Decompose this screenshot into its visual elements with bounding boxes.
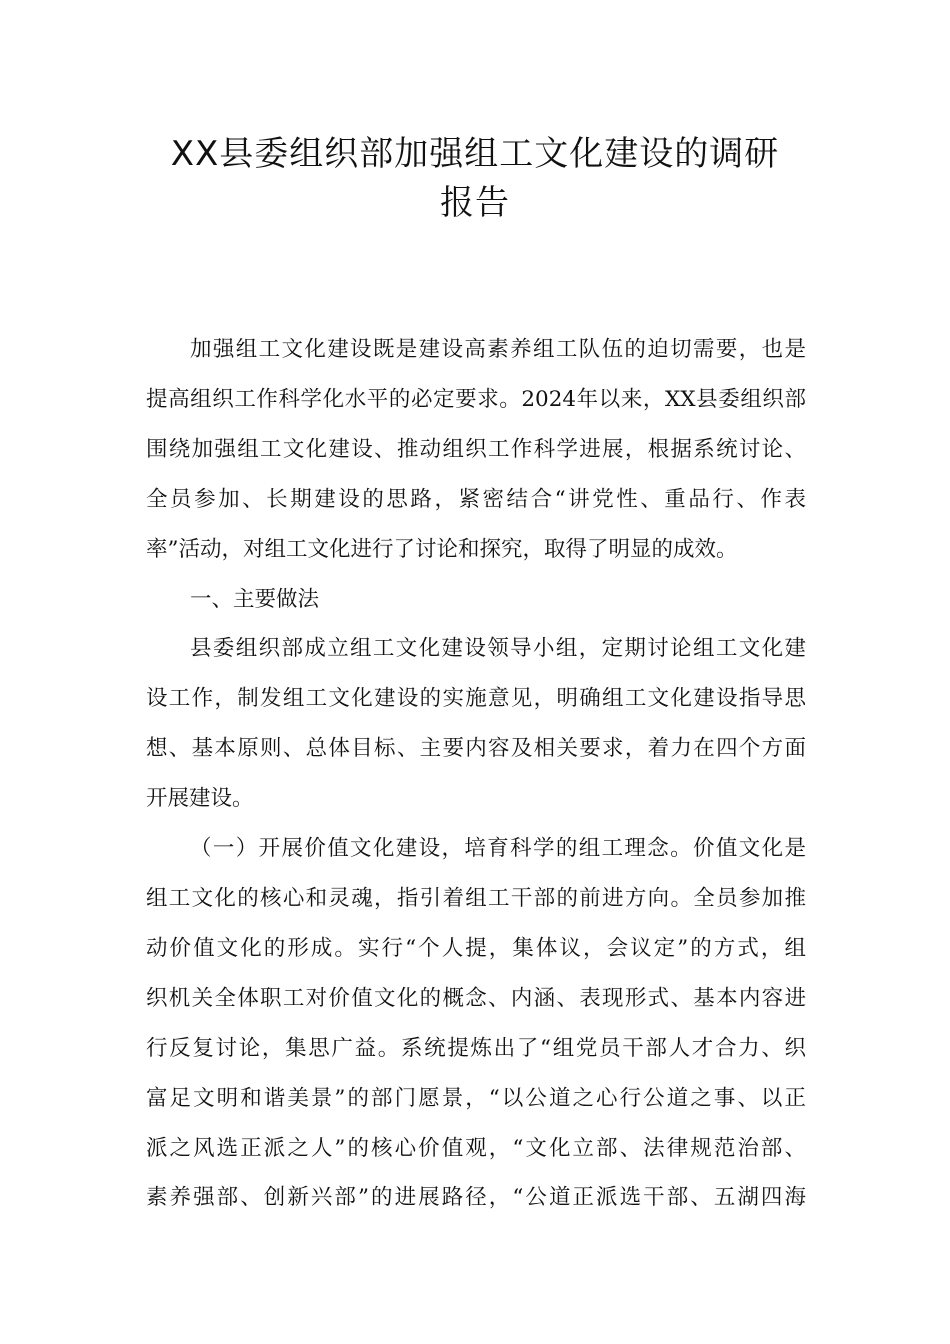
paragraph-line: 富足文明和谐美景”的部门愿景，“以公道之心行公道之事、以正	[146, 1086, 806, 1111]
paragraph-line: 开展建设。	[146, 786, 254, 811]
paragraph-line: 素养强部、创新兴部”的进展路径，“公道正派选干部、五湖四海	[146, 1185, 806, 1210]
paragraph-line: 加强组工文化建设既是建设高素养组工队伍的迫切需要，也是	[190, 337, 806, 362]
paragraph-line: 县委组织部成立组工文化建设领导小组，定期讨论组工文化建	[190, 636, 806, 661]
paragraph-line: 想、基本原则、总体目标、主要内容及相关要求，着力在四个方面	[146, 736, 806, 761]
document-title-line-1: XX县委组织部加强组工文化建设的调研	[170, 134, 780, 174]
paragraph-line: 派之风选正派之人”的核心价值观，“文化立部、法律规范治部、	[146, 1136, 806, 1161]
paragraph-line: 动价值文化的形成。实行“个人提，集体议，会议定”的方式，组	[146, 936, 806, 961]
paragraph-line: 设工作，制发组工文化建设的实施意见，明确组工文化建设指导思	[146, 686, 806, 711]
paragraph-line: 行反复讨论，集思广益。系统提炼出了“组党员干部人才合力、织	[146, 1036, 806, 1061]
section-heading: 一、主要做法	[190, 587, 320, 612]
paragraph-line: 织机关全体职工对价值文化的概念、内涵、表现形式、基本内容进	[146, 986, 806, 1011]
paragraph-line: 提高组织工作科学化水平的必定要求。2024年以来，XX县委组织部	[146, 387, 806, 412]
paragraph-line: 组工文化的核心和灵魂，指引着组工干部的前进方向。全员参加推	[146, 886, 806, 911]
paragraph-line: 围绕加强组工文化建设、推动组织工作科学进展，根据系统讨论、	[146, 437, 806, 462]
paragraph-line: 全员参加、长期建设的思路，紧密结合“讲党性、重品行、作表	[146, 487, 806, 512]
paragraph-line: （一）开展价值文化建设，培育科学的组工理念。价值文化是	[190, 836, 806, 861]
paragraph-line: 率”活动，对组工文化进行了讨论和探究，取得了明显的成效。	[146, 537, 738, 562]
document-title-line-2: 报告	[440, 183, 510, 223]
